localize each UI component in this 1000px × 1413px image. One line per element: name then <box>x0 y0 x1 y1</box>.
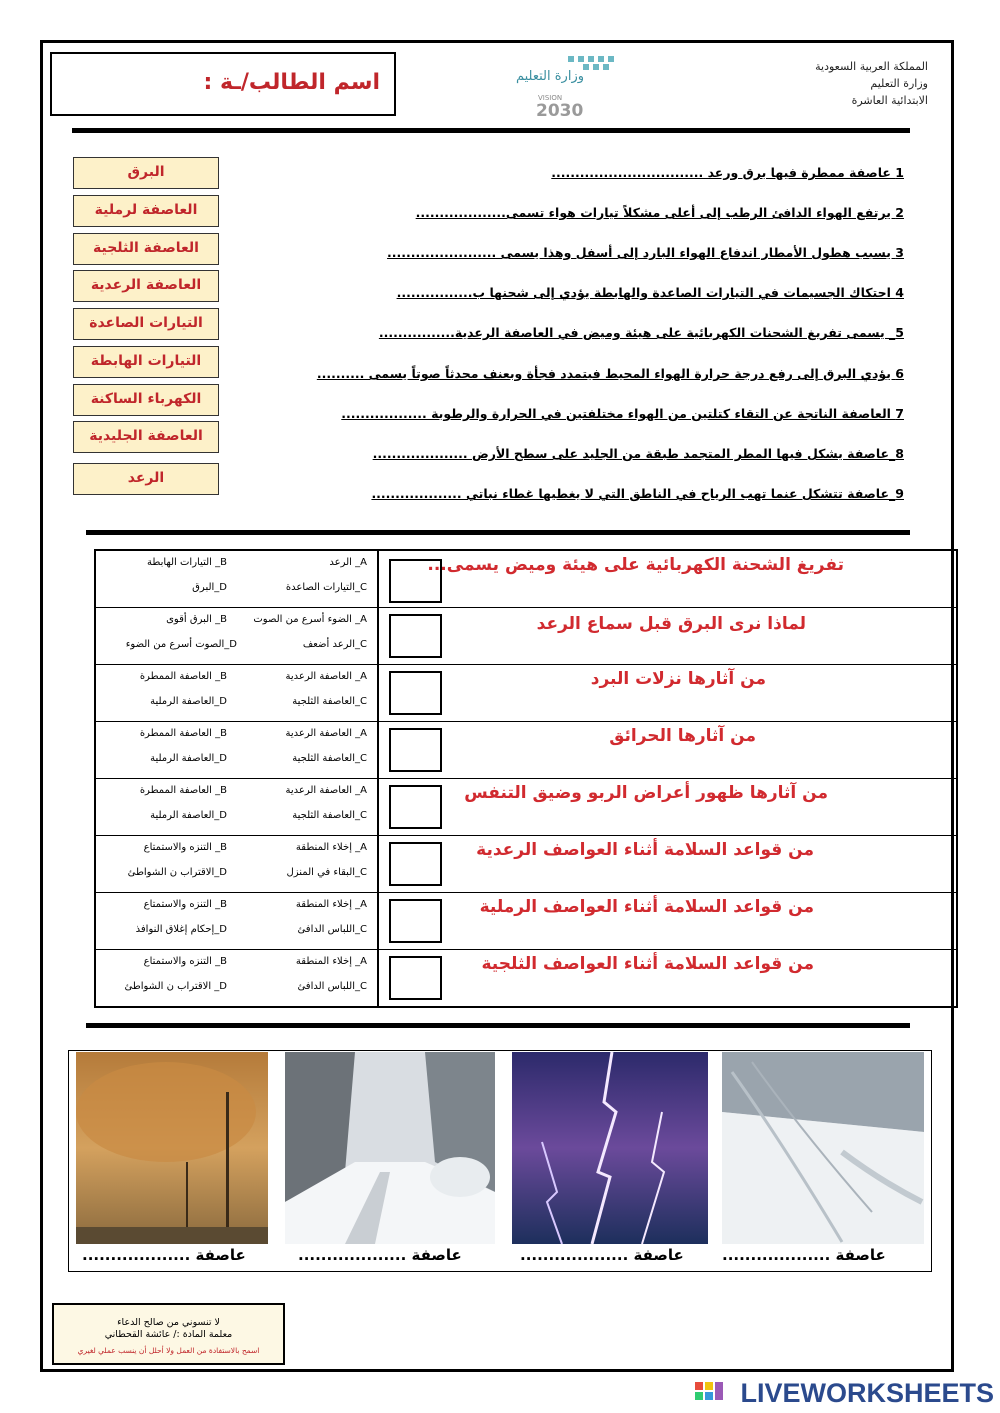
caption-sandstorm[interactable]: عاصفة ................... <box>82 1246 246 1264</box>
ministry-logo <box>498 52 628 122</box>
word-bank-item[interactable]: التيارات الهابطة <box>73 346 219 378</box>
header-line-country: المملكة العربية السعودية <box>815 60 928 73</box>
mcq-row <box>96 665 956 722</box>
svg-text:VISION: VISION <box>538 94 563 102</box>
fill-question-4[interactable]: 4 احتكاك الجسيمات في التيارات الصاعدة والهابطة يؤدي إلى شحنها ب................ <box>396 285 904 300</box>
mcq-options <box>96 608 379 664</box>
word-bank-item[interactable]: العاصفة الرعدية <box>73 270 219 302</box>
word-bank-item[interactable]: العاصفة الثلجية <box>73 233 219 265</box>
option-c[interactable]: C_الرعد أضعف <box>302 639 367 650</box>
mcq-row <box>96 608 956 665</box>
option-c[interactable]: C_اللباس الدافئ <box>297 981 367 992</box>
mcq-table <box>94 549 958 1008</box>
option-c[interactable]: C_البقاء في المنزل <box>286 867 367 878</box>
option-c[interactable]: C_اللباس الدافئ <box>297 924 367 935</box>
student-name-box[interactable] <box>50 52 396 116</box>
mcq-options <box>96 551 379 607</box>
option-a[interactable]: A_ الضوء أسرع من الصوت <box>253 614 367 625</box>
option-b[interactable]: B_ التنزه والاستمتاع <box>143 899 227 910</box>
option-a[interactable]: A_ إخلاء المنطقة <box>295 842 367 853</box>
mcq-row <box>96 779 956 836</box>
fill-question-8[interactable]: 8_عاصفة يشكل فيها المطر المتجمد طبقة من الجليد على سطح الأرض .................... <box>372 446 904 461</box>
option-d[interactable]: D_العاصفة الرملية <box>150 753 227 764</box>
word-bank-item[interactable]: التيارات الصاعدة <box>73 308 219 340</box>
caption-snowstorm[interactable]: عاصفة ................... <box>298 1246 462 1264</box>
option-b[interactable]: B_ التنزه والاستمتاع <box>143 956 227 967</box>
mcq-row <box>96 893 956 950</box>
option-a[interactable]: A_ إخلاء المنطقة <box>295 956 367 967</box>
answer-box[interactable] <box>389 728 442 772</box>
option-b[interactable]: B_ العاصفة الممطرة <box>139 728 227 739</box>
mcq-options <box>96 665 379 721</box>
student-name-label: اسم الطالب/ـة : <box>203 70 380 95</box>
mcq-row <box>96 836 956 893</box>
footer-line-2: معلمة المادة :/ عائشة القحطاني <box>104 1329 233 1340</box>
mcq-options <box>96 722 379 778</box>
fill-question-9[interactable]: 9_عاصفة تتشكل عنما تهب الرياح في الناطق التي لا يغطيها غطاء نباتي ................... <box>371 486 904 501</box>
footer-line-1: لا تنسوني من صالح الدعاء <box>117 1317 220 1328</box>
mcq-question: من قواعد السلامة أثناء العواصف الثلجية <box>481 954 814 974</box>
option-b[interactable]: B_ العاصفة الممطرة <box>139 671 227 682</box>
fill-question-7[interactable]: 7 العاصفة الناتجة عن التقاء كتلتين من الهواء مختلفتين في الحرارة والرطوبة .................. <box>341 406 904 421</box>
answer-box[interactable] <box>389 785 442 829</box>
option-b[interactable]: B_ البرق أقوى <box>166 614 227 625</box>
word-bank-item[interactable]: الرعد <box>73 463 219 495</box>
mcq-question: من آثارها ظهور أعراض الربو وضيق التنفس <box>464 783 828 803</box>
option-d[interactable]: D_العاصفة الرملية <box>150 810 227 821</box>
footer-line-3: اسمح بالاستفادة من العمل ولا أحلل أن ينسب عملي لغيري <box>77 1346 260 1355</box>
caption-thunderstorm[interactable]: عاصفة ................... <box>520 1246 684 1264</box>
mcq-options <box>96 836 379 892</box>
option-c[interactable]: C_التيارات الصاعدة <box>285 582 367 593</box>
answer-box[interactable] <box>389 899 442 943</box>
mcq-question: من قواعد السلامة أثناء العواصف الرملية <box>479 897 814 917</box>
svg-text:2030: 2030 <box>536 101 584 121</box>
answer-box[interactable] <box>389 671 442 715</box>
fill-question-3[interactable]: 3 يسبب هطول الأمطار اندفاع الهواء البارد إلى أسفل وهذا يسمى ....................... <box>387 245 904 260</box>
option-d[interactable]: D_إحكام إغلاق النوافذ <box>135 924 227 935</box>
divider-top <box>72 128 910 133</box>
option-b[interactable]: B_ التنزه والاستمتاع <box>143 842 227 853</box>
option-b[interactable]: B_ العاصفة الممطرة <box>139 785 227 796</box>
option-c[interactable]: C_العاصفة الثلجية <box>292 753 367 764</box>
option-d[interactable]: D_العاصفة الرملية <box>150 696 227 707</box>
answer-box[interactable] <box>389 842 442 886</box>
option-d[interactable]: D_البرق <box>192 582 227 593</box>
mcq-question: من آثارها الحرائق <box>609 726 756 746</box>
mcq-question: تفريغ الشحنة الكهربائية على هيئة وميض يسمى... <box>427 555 844 575</box>
answer-box[interactable] <box>389 614 442 658</box>
option-d[interactable]: D_الصوت أسرع من الضوء <box>125 639 237 650</box>
liveworksheets-icon <box>695 1382 723 1406</box>
option-a[interactable]: A_ الرعد <box>329 557 367 568</box>
mcq-row <box>96 950 956 1006</box>
thunderstorm-photo <box>512 1052 708 1244</box>
mcq-options <box>96 893 379 949</box>
fill-question-5[interactable]: 5_ يسمى تفريغ الشحنات الكهربائية على هيئة وميض في العاصفة الرعدية................ <box>378 325 904 340</box>
header-line-school: الابتدائية العاشرة <box>851 94 928 107</box>
header-line-ministry: وزارة التعليم <box>870 77 928 90</box>
option-c[interactable]: C_العاصفة الثلجية <box>292 696 367 707</box>
word-bank-item[interactable]: الكهرباء الساكنة <box>73 384 219 416</box>
option-a[interactable]: A_ إخلاء المنطقة <box>295 899 367 910</box>
answer-box[interactable] <box>389 956 442 1000</box>
option-b[interactable]: B_ التيارات الهابطة <box>147 557 227 568</box>
mcq-row <box>96 551 956 608</box>
logo-text: وزارة التعليم <box>515 69 585 84</box>
option-a[interactable]: A_ العاصفة الرعدية <box>285 671 367 682</box>
word-bank-item[interactable]: البرق <box>73 157 219 189</box>
ice-storm-photo <box>722 1052 924 1244</box>
word-bank-item[interactable]: العاصفة الجليدية <box>73 421 219 453</box>
mcq-options <box>96 950 379 1006</box>
caption-ice-storm[interactable]: عاصفة ................... <box>722 1246 886 1264</box>
snowstorm-photo <box>285 1052 495 1244</box>
word-bank-item[interactable]: العاصفة لرملية <box>73 195 219 227</box>
option-c[interactable]: C_العاصفة الثلجية <box>292 810 367 821</box>
mcq-question: لماذا نرى البرق قبل سماع الرعد <box>536 614 806 634</box>
option-a[interactable]: A_ العاصفة الرعدية <box>285 785 367 796</box>
sandstorm-photo <box>76 1052 268 1244</box>
mcq-row <box>96 722 956 779</box>
divider-middle <box>86 530 910 535</box>
header-school-info <box>728 58 928 109</box>
fill-question-6[interactable]: 6 يؤدي البرق إلى رفع درجة حرارة الهواء المحيط فيتمدد فجأة وبعنف محدثاً صوتاً يسمى .......... <box>316 366 904 381</box>
fill-question-1[interactable]: 1 عاصفة ممطرة فيها برق ورعد ................................ <box>551 165 904 180</box>
option-d[interactable]: D_الاقتراب ن الشواطئ <box>127 867 227 878</box>
mcq-question: من قواعد السلامة أثناء العواصف الرعدية <box>476 840 814 860</box>
option-a[interactable]: A_ العاصفة الرعدية <box>285 728 367 739</box>
teacher-note <box>52 1303 285 1365</box>
liveworksheets-logo[interactable]: LIVEWORKSHEETS <box>740 1378 994 1408</box>
mcq-question: من آثارها نزلات البرد <box>590 669 766 689</box>
option-d[interactable]: D_ الاقتراب ن الشواطئ <box>124 981 227 992</box>
divider-bottom <box>86 1023 910 1028</box>
fill-question-2[interactable]: 2 يرتفع الهواء الدافئ الرطب إلى أعلى مشكلاً تيارات هواء تسمى................... <box>415 205 904 220</box>
mcq-options <box>96 779 379 835</box>
